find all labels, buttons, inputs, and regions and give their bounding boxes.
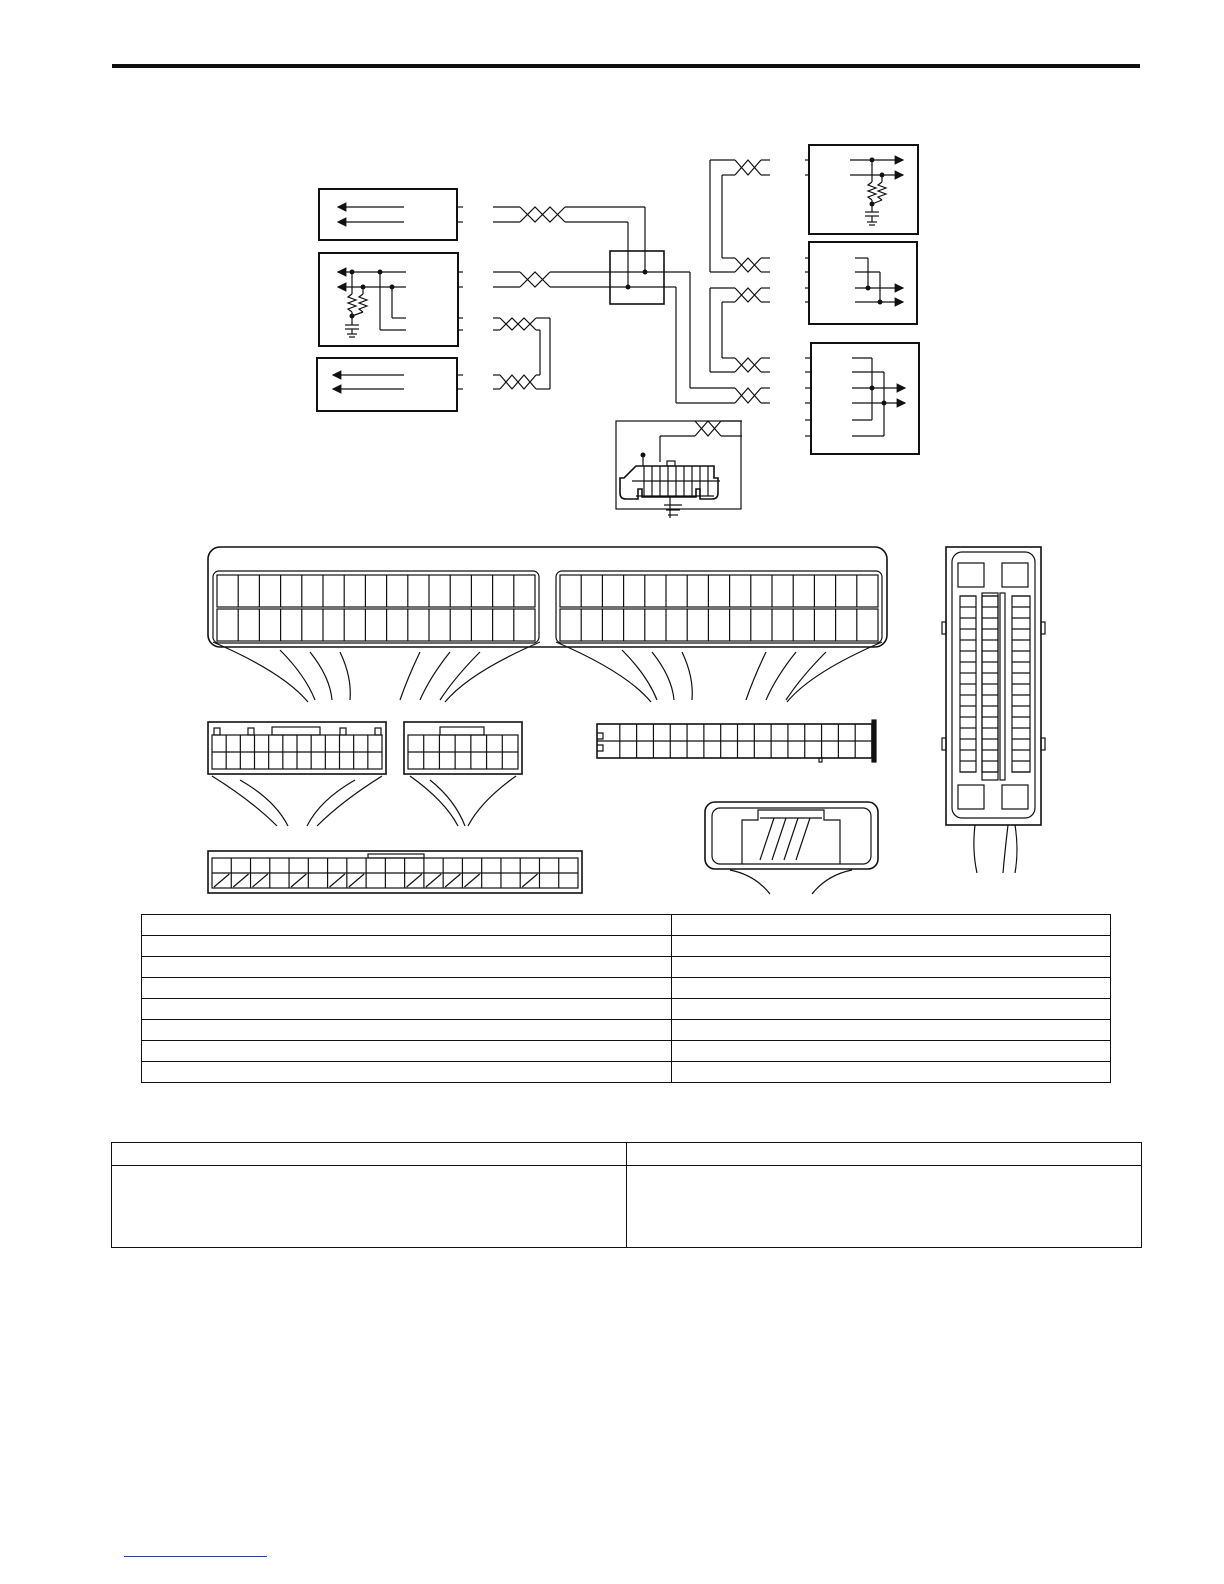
spec-table-cell — [672, 978, 1111, 999]
data-link-connector — [616, 421, 742, 518]
spec-table-cell — [142, 915, 672, 936]
right-twisted-pairs — [710, 160, 770, 403]
oval-connector — [705, 802, 878, 894]
spec-table-cell — [672, 1062, 1111, 1083]
terminal-slash — [426, 874, 441, 887]
terminal-slash — [330, 874, 345, 887]
spec-table-row — [142, 978, 1111, 999]
terminal-slash — [464, 874, 479, 887]
spec-table-cell — [672, 936, 1111, 957]
long-strip-connector — [597, 720, 876, 762]
spec-table-row — [142, 1062, 1111, 1083]
right-module-bottom — [805, 343, 919, 454]
spec-table-cell — [142, 978, 672, 999]
terminal-slash — [291, 874, 306, 887]
right-module-top — [805, 145, 918, 234]
spec-table-cell — [142, 1020, 672, 1041]
spec-table-cell — [142, 1041, 672, 1062]
notes-body-left — [112, 1166, 627, 1248]
notes-table — [111, 1142, 1142, 1248]
terminal-slash — [407, 874, 422, 887]
spec-table-row — [142, 999, 1111, 1020]
notes-header-right — [627, 1143, 1142, 1166]
spec-table-row — [142, 936, 1111, 957]
spec-table-cell — [672, 915, 1111, 936]
terminal-slash — [522, 874, 537, 887]
ecm-pins-right — [581, 575, 857, 641]
spec-table — [141, 914, 1111, 1083]
spec-table-cell — [142, 957, 672, 978]
left-module-bottom — [317, 358, 463, 411]
spec-table-row — [142, 1020, 1111, 1041]
small-connector-b — [404, 722, 522, 826]
terminal-slash — [349, 874, 364, 887]
spec-table-cell — [142, 999, 672, 1020]
terminal-slash — [445, 874, 460, 887]
spec-table-row — [142, 957, 1111, 978]
spec-table-cell — [142, 1062, 672, 1083]
spec-table-cell — [672, 1041, 1111, 1062]
notes-body-right — [627, 1166, 1142, 1248]
spec-table-row — [142, 1041, 1111, 1062]
terminal-slash — [214, 874, 229, 887]
twisted-pair-c — [493, 318, 550, 389]
twisted-pair-a — [493, 207, 645, 287]
left-module-top — [319, 189, 463, 240]
right-module-middle — [805, 242, 917, 324]
notes-header-left — [112, 1143, 627, 1166]
junction-block — [610, 251, 735, 403]
left-module-middle — [319, 253, 463, 346]
spec-table-row — [142, 915, 1111, 936]
terminal-strip-connector — [208, 851, 582, 893]
terminal-slash — [233, 874, 248, 887]
spec-table-cell — [142, 936, 672, 957]
twisted-pair-b — [493, 272, 610, 287]
ecm-dual-connector — [208, 547, 887, 647]
terminal-slash — [253, 874, 268, 887]
spec-table-cell — [672, 957, 1111, 978]
spec-table-cell — [672, 1020, 1111, 1041]
ecm-harness-wires — [213, 642, 882, 702]
ecm-pins-left — [238, 575, 514, 641]
footer-link[interactable] — [124, 1556, 267, 1557]
spec-table-cell — [672, 999, 1111, 1020]
